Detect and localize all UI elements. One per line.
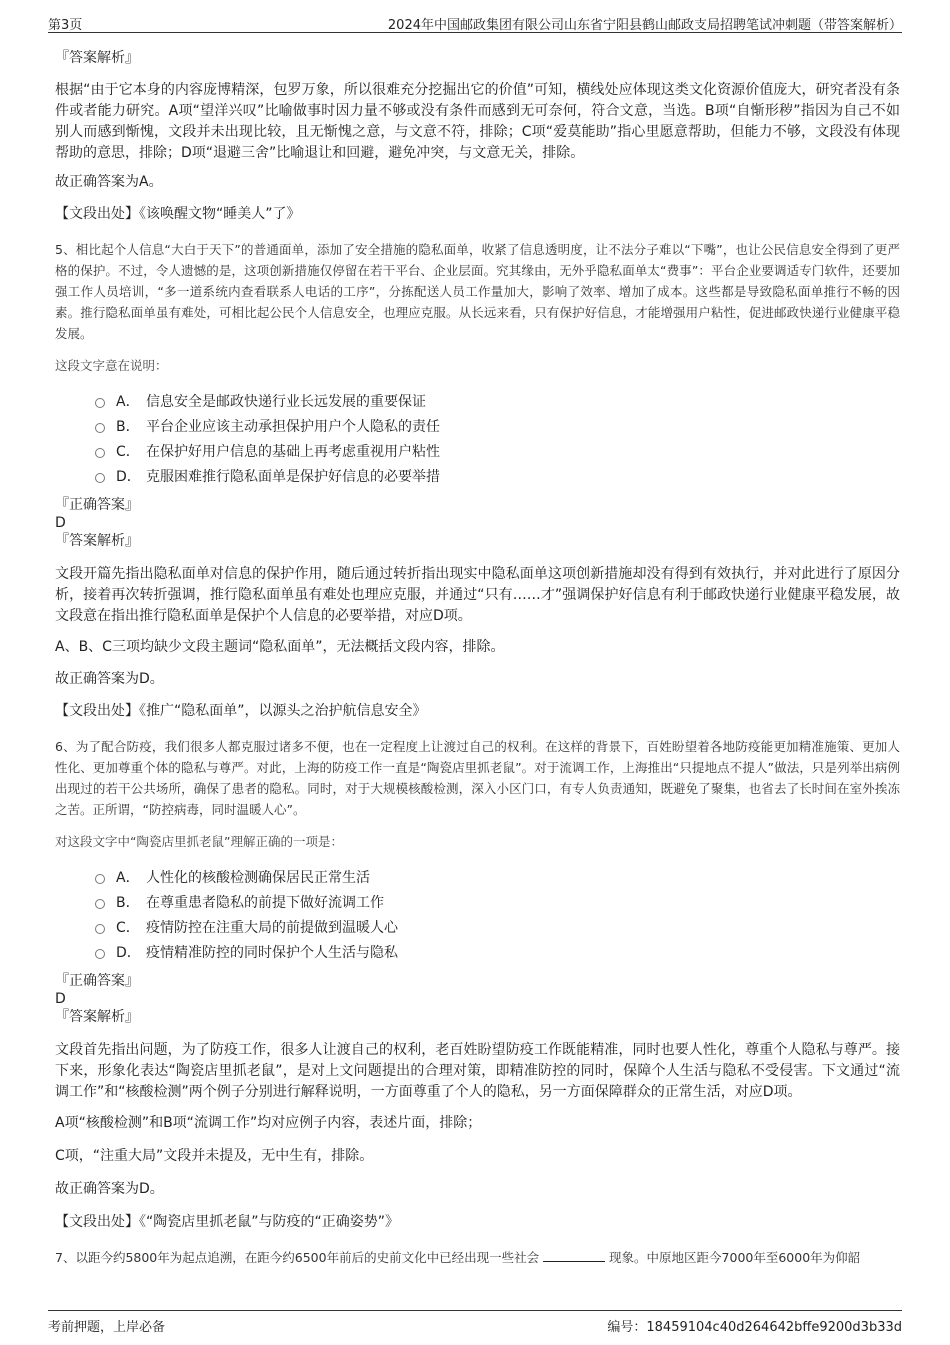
- blank-line: [543, 1247, 605, 1262]
- page-footer: [48, 1310, 902, 1335]
- q5-exclude: A、B、C三项均缺少文段主题词“隐私面单”，无法概括文段内容，排除。: [55, 639, 505, 655]
- option-letter: D．: [116, 945, 141, 961]
- q6-analysis-label: 『答案解析』: [55, 1009, 139, 1025]
- q5-option-b[interactable]: [95, 415, 900, 440]
- radio-icon[interactable]: [95, 949, 105, 959]
- q5-option-c[interactable]: [95, 440, 900, 465]
- radio-icon[interactable]: [95, 448, 105, 458]
- option-text: 在保护好用户信息的基础上再考虑重视用户粘性: [146, 444, 440, 460]
- q6-exclude-2: C项，“注重大局”文段并未提及，无中生有，排除。: [55, 1148, 374, 1164]
- page-number: 第3页: [48, 18, 83, 33]
- q6-answer: D: [55, 991, 66, 1007]
- q6-text: 6、为了配合防疫，我们很多人都克服过诸多不便，也在一定程度上让渡过自己的权利。在这样的背景下，百姓盼望着各地防疫能更加精准施策、更加人性化、更加尊重个体的隐私与尊严。对此，上海的防疫工作一直是“陶瓷店里抓老鼠”。对于流调工作，上海推出“只提地点不提人”做法，只是列举出病例出现过的若干公共场所，确保了患者的隐私。同时，对于大规模核酸检测，深入小区门口，有专人负责通知，既避免了聚集，也省去了长时间在室外挨冻之苦。正所谓，“防控病毒，同时温暖人心”。: [55, 739, 900, 817]
- option-text: 信息安全是邮政快递行业长远发展的重要保证: [146, 394, 426, 410]
- q5-stem: 这段文字意在说明：: [55, 358, 168, 373]
- q5-answer-label: 『正确答案』: [55, 497, 139, 513]
- q6-conclusion: 故正确答案为D。: [55, 1181, 164, 1197]
- footer-slogan: 考前押题，上岸必备: [48, 1320, 166, 1335]
- q7-text: [55, 1247, 900, 1268]
- radio-icon[interactable]: [95, 924, 105, 934]
- q6-option-a[interactable]: [95, 866, 900, 891]
- footer-serial: 编号：18459104c40d264642bffe9200d3b33d: [607, 1320, 902, 1335]
- q6-option-d[interactable]: [95, 941, 900, 966]
- q5-answer: D: [55, 515, 66, 531]
- q4-analysis-label: 『答案解析』: [55, 50, 139, 66]
- q5-option-a[interactable]: [95, 390, 900, 415]
- option-letter: B．: [116, 895, 140, 911]
- q5-conclusion: 故正确答案为D。: [55, 671, 164, 687]
- option-letter: A．: [116, 394, 140, 410]
- q6-option-c[interactable]: [95, 916, 900, 941]
- page-header: [48, 10, 902, 33]
- q6-exclude-1: A项“核酸检测”和B项“流调工作”均对应例子内容，表述片面，排除；: [55, 1115, 482, 1131]
- radio-icon[interactable]: [95, 899, 105, 909]
- q5-analysis-label: 『答案解析』: [55, 533, 139, 549]
- option-letter: B．: [116, 419, 140, 435]
- radio-icon[interactable]: [95, 874, 105, 884]
- option-letter: C．: [116, 920, 140, 936]
- option-text: 疫情防控在注重大局的前提做到温暖人心: [146, 920, 398, 936]
- q4-analysis: 根据“由于它本身的内容庞博精深，包罗万象，所以很难充分挖掘出它的价值”可知，横线处应体现这类文化资源价值庞大，研究者没有条件或者能力研究。A项“望洋兴叹”比喻做事时因力量不够或没有条件而感到无可奈何，符合文意，当选。B项“自惭形秽”指因为自己不如别人而感到惭愧，文段并未出现比较，且无惭愧之意，与文意不符，排除；C项“爱莫能助”指心里愿意帮助，但能力不够，文段没有体现帮助的意思，排除；D项“退避三舍”比喻退让和回避，避免冲突，与文意无关，排除。: [55, 82, 900, 161]
- q6-option-b[interactable]: [95, 891, 900, 916]
- q6-stem: 对这段文字中“陶瓷店里抓老鼠”理解正确的一项是：: [55, 834, 343, 849]
- option-text: 疫情精准防控的同时保护个人生活与隐私: [146, 945, 398, 961]
- option-text: 平台企业应该主动承担保护用户个人隐私的责任: [146, 419, 440, 435]
- q4-source: 【文段出处】《该唤醒文物“睡美人”了》: [55, 206, 301, 222]
- radio-icon[interactable]: [95, 473, 105, 483]
- q5-option-d[interactable]: [95, 465, 900, 490]
- q7-text-after: 现象。中原地区距今7000年至6000年为仰韶: [609, 1250, 861, 1265]
- option-text: 在尊重患者隐私的前提下做好流调工作: [146, 895, 384, 911]
- option-letter: D．: [116, 469, 141, 485]
- q5-source: 【文段出处】《推广“隐私面单”，以源头之治护航信息安全》: [55, 703, 427, 719]
- option-letter: C．: [116, 444, 140, 460]
- q6-source: 【文段出处】《“陶瓷店里抓老鼠”与防疫的“正确姿势”》: [55, 1214, 400, 1230]
- option-text: 人性化的核酸检测确保居民正常生活: [146, 870, 370, 886]
- radio-icon[interactable]: [95, 423, 105, 433]
- q7-text-before: 7、以距今约5800年为起点追溯，在距今约6500年前后的史前文化中已经出现一些社会: [55, 1250, 540, 1265]
- q4-conclusion: 故正确答案为A。: [55, 174, 163, 190]
- radio-icon[interactable]: [95, 398, 105, 408]
- q6-options: [55, 866, 900, 966]
- q6-answer-label: 『正确答案』: [55, 973, 139, 989]
- q5-options: [55, 390, 900, 490]
- option-text: 克服困难推行隐私面单是保护好信息的必要举措: [146, 469, 440, 485]
- q6-analysis: 文段首先指出问题，为了防疫工作，很多人让渡自己的权利，老百姓盼望防疫工作既能精准，同时也要人性化，尊重个人隐私与尊严。接下来，形象化表达“陶瓷店里抓老鼠”，是对上文问题提出的合理对策，即精准防控的同时，保障个人生活与隐私不受侵害。下文通过“流调工作”和“核酸检测”两个例子分别进行解释说明，一方面尊重了个人的隐私，另一方面保障群众的正常生活，对应D项。: [55, 1042, 900, 1100]
- option-letter: A．: [116, 870, 140, 886]
- document-title: 2024年中国邮政集团有限公司山东省宁阳县鹤山邮政支局招聘笔试冲刺题（带答案解析）: [387, 18, 902, 33]
- q5-text: 5、相比起个人信息“大白于天下”的普通面单，添加了安全措施的隐私面单，收紧了信息透明度，让不法分子难以“下嘴”，也让公民信息安全得到了更严格的保护。不过，令人遗憾的是，这项创新措施仅停留在若干平台、企业层面。究其缘由，无外乎隐私面单太“费事”：平台企业要调适专门软件，还要加强工作人员培训，“多一道系统内查看联系人电话的工序”，分拣配送人员工作量加大，影响了效率、增加了成本。这些都是导致隐私面单推行不畅的因素。推行隐私面单虽有难处，可相比起公民个人信息安全，也理应克服。从长远来看，只有保护好信息，才能增强用户粘性，促进邮政快递行业健康平稳发展。: [55, 242, 900, 341]
- q5-analysis: 文段开篇先指出隐私面单对信息的保护作用，随后通过转折指出现实中隐私面单这项创新措施却没有得到有效执行，并对此进行了原因分析，接着再次转折强调，推行隐私面单虽有难处也理应克服，并通过“只有……才”强调保护好信息有利于邮政快递行业健康平稳发展，故文段意在指出推行隐私面单是保护个人信息的必要举措，对应D项。: [55, 566, 900, 624]
- main-content: [55, 48, 900, 1268]
